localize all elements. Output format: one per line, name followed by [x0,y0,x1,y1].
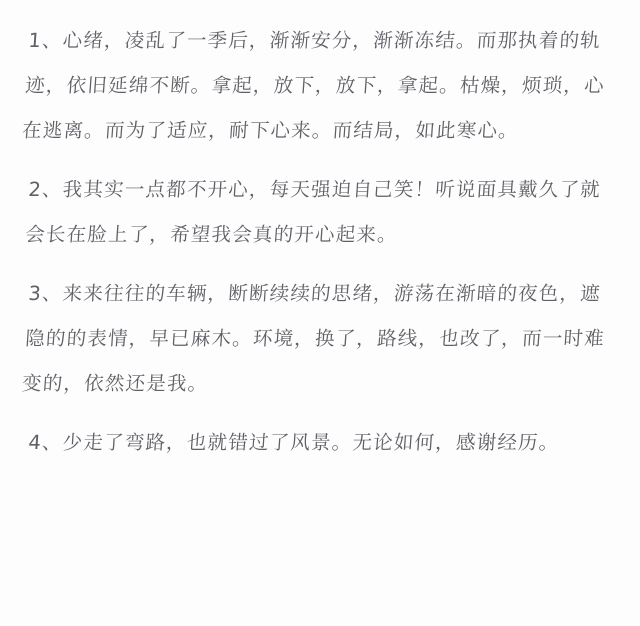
paragraph-4: 4、少走了弯路，也就错过了风景。无论如何，感谢经历。 [27,431,561,454]
paragraph-1: 1、心绪，凌乱了一季后，渐渐安分，渐渐冻结。而那执着的轨迹，依旧延绵不断。拿起，放下，放下，拿起。枯燥，烦琐，心在逃离。而为了适应，耐下心来。而结局，如此寒心。 [21,29,606,142]
paragraph-2: 2、我其实一点都不开心，每天强迫自己笑！听说面具戴久了就会长在脸上了，希望我会真的开心起来。 [24,178,602,246]
paragraph-3: 3、来来往往的车辆，断断续续的思绪，游荡在渐暗的夜色，遮隐的的表情，早已麻木。环境，换了，路线，也改了，而一时难变的，依然还是我。 [21,282,606,395]
